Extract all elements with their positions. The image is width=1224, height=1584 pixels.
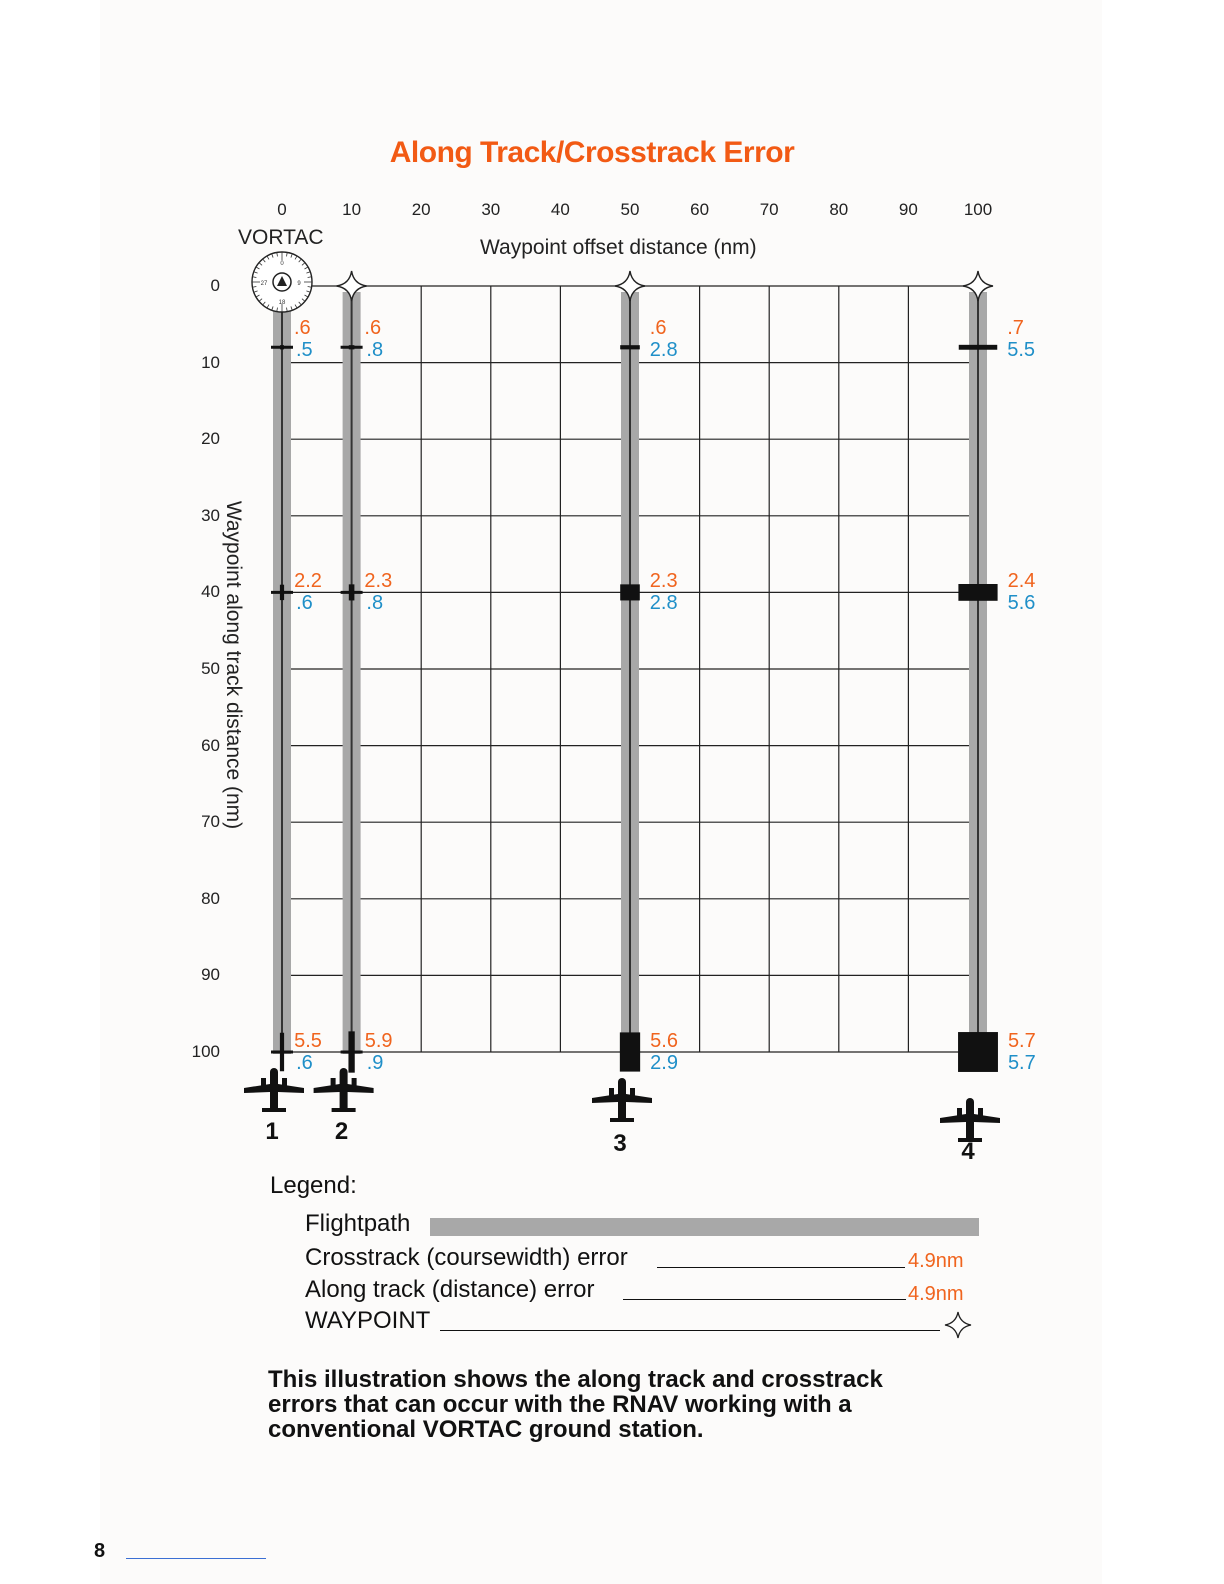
compass-label: 27 (260, 281, 268, 287)
along-track-error-value: 2.3 (649, 570, 678, 593)
legend-waypoint-icon (944, 1311, 972, 1339)
aircraft-icon (940, 1098, 1000, 1142)
legend-waypoint-leader (440, 1330, 940, 1331)
waypoint-icon (337, 271, 367, 301)
compass-label: 18 (278, 300, 286, 306)
crosstrack-error-value: .9 (366, 1052, 384, 1074)
y-tick-label: 30 (201, 505, 220, 525)
error-box (620, 1032, 640, 1071)
y-tick-label: 40 (201, 582, 220, 602)
legend-crosstrack-leader (657, 1267, 905, 1268)
legend-alongtrack-value: 4.9nm (908, 1283, 964, 1305)
error-label (1008, 1030, 1036, 1074)
y-tick-label: 50 (201, 659, 220, 678)
error-label (365, 1030, 393, 1074)
legend-crosstrack-value: 4.9nm (908, 1250, 964, 1272)
legend-flightpath-swatch (430, 1218, 979, 1236)
y-tick-label: 20 (201, 429, 220, 449)
error-label (650, 570, 678, 614)
x-tick-label: 50 (620, 200, 640, 219)
legend-alongtrack-label: Along track (distance) error (305, 1276, 595, 1303)
error-label (364, 570, 392, 614)
x-tick-label: 70 (759, 200, 779, 219)
crosstrack-error-value: 5.6 (1007, 592, 1036, 615)
y-tick-label: 60 (201, 735, 220, 755)
error-label (650, 1030, 678, 1074)
error-box (620, 584, 640, 600)
aircraft-number: 2 (334, 1118, 349, 1145)
error-label (1007, 317, 1035, 361)
aircraft-number: 1 (265, 1118, 279, 1145)
compass-label: 0 (280, 261, 284, 267)
aircraft-number: 4 (961, 1138, 975, 1165)
legend-flightpath-label: Flightpath (305, 1210, 411, 1237)
legend-alongtrack-leader (623, 1299, 906, 1300)
y-tick-label: 0 (210, 276, 220, 295)
aircraft-icon (592, 1078, 652, 1122)
error-label (650, 317, 678, 361)
error-box (959, 345, 998, 350)
along-track-error-value: .7 (1007, 317, 1024, 340)
waypoint-icon (963, 271, 993, 301)
legend-heading: Legend: (270, 1172, 357, 1199)
aircraft-icon (314, 1068, 374, 1112)
error-label (364, 317, 383, 361)
error-box (958, 1032, 998, 1072)
along-track-error-value: 2.2 (294, 570, 322, 593)
crosstrack-error-value: .8 (366, 592, 384, 615)
vortac-label: VORTAC (238, 226, 324, 249)
x-tick-label: 100 (963, 200, 993, 219)
x-tick-label: 90 (898, 200, 918, 219)
along-track-error-value: 2.4 (1007, 570, 1036, 593)
diagram-title: Along Track/Crosstrack Error (389, 136, 795, 169)
x-tick-label: 60 (690, 200, 710, 219)
along-track-error-value: 2.3 (364, 570, 393, 593)
crosstrack-error-value: 5.5 (1007, 339, 1036, 362)
x-tick-label: 10 (342, 200, 362, 219)
y-tick-label: 80 (201, 888, 220, 908)
error-label (294, 1030, 322, 1074)
error-box (620, 345, 640, 349)
error-label (294, 317, 313, 361)
y-axis-label: Waypoint along track distance (nm) (222, 500, 245, 830)
legend-crosstrack-label: Crosstrack (coursewidth) error (305, 1244, 628, 1271)
x-tick-label: 0 (277, 200, 287, 219)
along-track-error-value: .6 (294, 317, 311, 340)
crosstrack-error-value: 5.7 (1007, 1052, 1036, 1074)
along-track-error-value: 5.9 (364, 1030, 393, 1052)
along-track-error-value: 5.5 (294, 1030, 322, 1052)
crosstrack-error-value: 2.8 (649, 339, 678, 362)
compass-label: 9 (297, 281, 301, 287)
crosstrack-error-value: .8 (366, 339, 384, 362)
along-track-error-value: .6 (649, 317, 667, 340)
crosstrack-error-value: .6 (296, 1052, 313, 1074)
x-tick-label: 80 (829, 200, 849, 219)
legend-waypoint-label: WAYPOINT (305, 1307, 431, 1334)
error-label (294, 570, 322, 614)
x-tick-label: 30 (481, 200, 501, 219)
crosstrack-error-value: 2.9 (650, 1052, 678, 1074)
y-tick-label: 70 (201, 812, 220, 832)
footnote-rule (126, 1558, 266, 1559)
crosstrack-error-value: 2.8 (649, 592, 678, 615)
caption: This illustration shows the along track and crosstrack errors that can occur with the RNAV working with a conventional VORTAC ground station. (268, 1366, 883, 1443)
crosstrack-error-value: .5 (296, 339, 313, 362)
y-tick-label: 100 (191, 1042, 220, 1061)
along-track-error-value: 5.7 (1007, 1030, 1036, 1052)
aircraft-number: 3 (613, 1130, 627, 1157)
aircraft-icon (244, 1068, 304, 1112)
along-track-error-value: .6 (364, 317, 382, 340)
page-number: 8 (94, 1540, 106, 1562)
waypoint-icon (615, 271, 645, 301)
y-tick-label: 10 (201, 352, 220, 372)
x-axis-label: Waypoint offset distance (nm) (480, 236, 757, 259)
x-tick-label: 20 (411, 200, 431, 219)
crosstrack-error-value: .6 (296, 592, 313, 615)
y-tick-label: 90 (201, 965, 220, 985)
along-track-error-value: 5.6 (650, 1030, 678, 1052)
x-tick-label: 40 (550, 200, 570, 219)
error-label (1008, 570, 1036, 614)
error-box (958, 584, 997, 601)
